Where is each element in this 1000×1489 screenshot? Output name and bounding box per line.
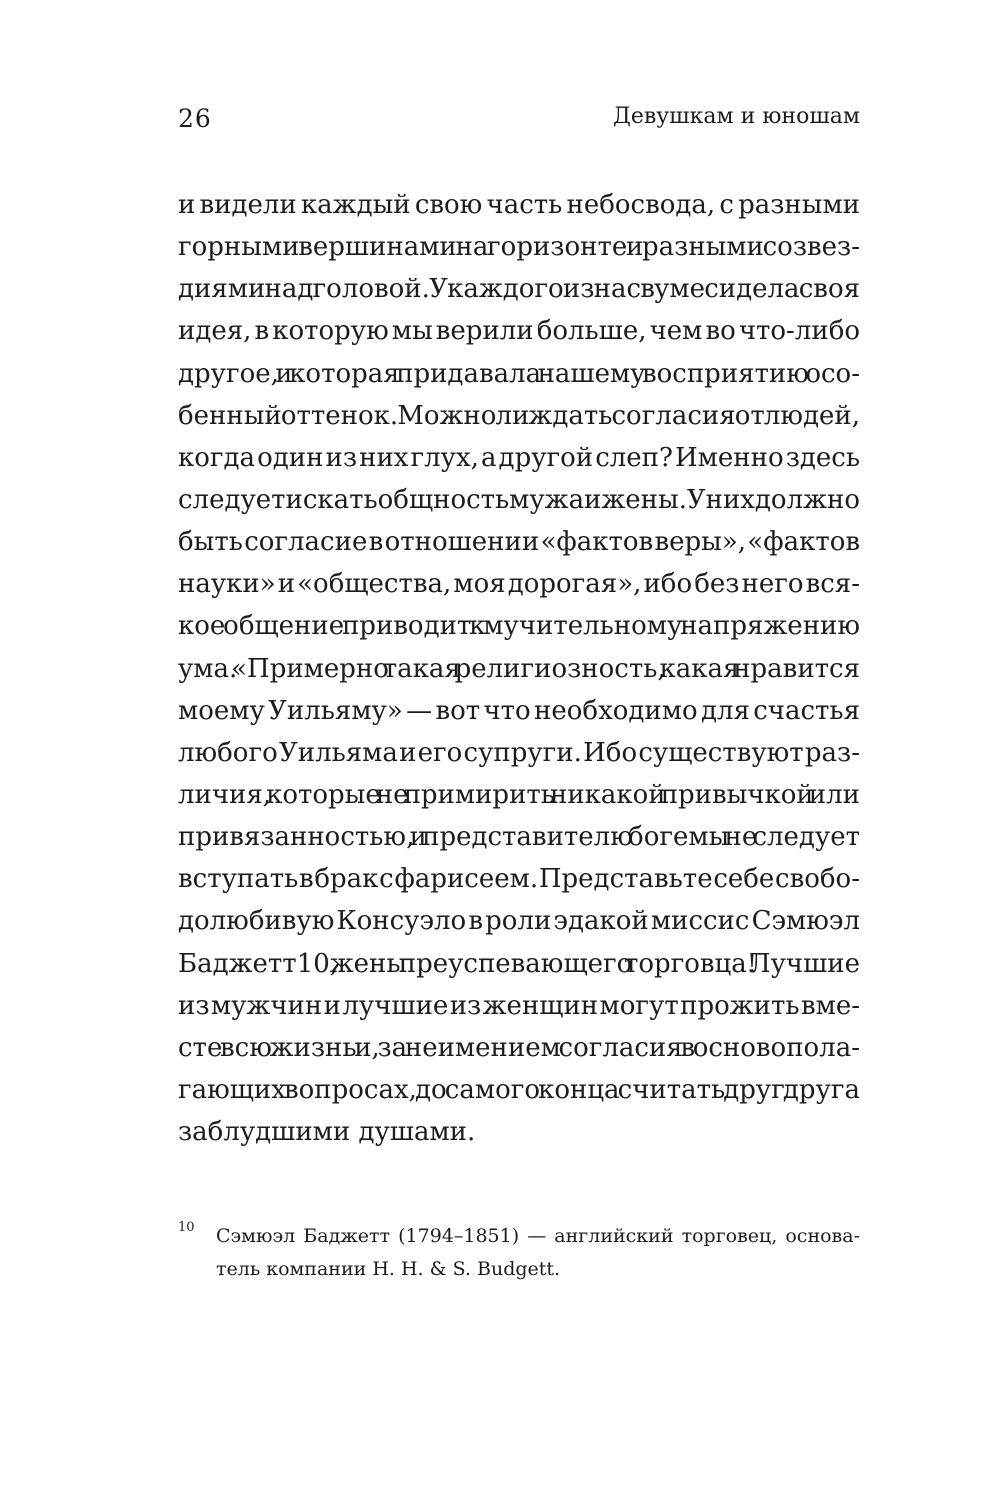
text-line: быть согласие в отношении «фактов веры», «фактов	[178, 527, 860, 558]
running-head	[178, 104, 860, 136]
text-line: долюбивую Консуэло в роли эдакой миссис Сэмюэл	[178, 906, 860, 937]
text-line: ума. «Примерно такая религиозность, какая нравится	[178, 653, 860, 684]
text-line: другое, и которая придавала нашему восприятию осо-	[178, 358, 860, 389]
footnote-marker: 10	[178, 1220, 195, 1235]
footnote-line: Сэмюэл Баджетт (1794–1851) — английский торговец, основа-	[216, 1225, 860, 1247]
text-line: вступать в брак с фарисеем. Представьте себе свобо-	[178, 864, 860, 895]
chapter-title: Девушкам и юношам	[612, 104, 860, 129]
text-line: следует искать общность мужа и жены. У них должно	[178, 484, 860, 515]
text-line: бенный оттенок. Можно ли ждать согласия от людей,	[178, 400, 860, 431]
body-text	[178, 184, 860, 1153]
text-line: горными вершинами на горизонте и разными созвез-	[178, 232, 860, 263]
text-line: кое общение приводит к мучительному напряжению	[178, 611, 860, 642]
text-line: когда один из них глух, а другой слеп? Именно здесь	[178, 442, 860, 473]
text-line: привязанностью, и представителю богемы не следует	[178, 822, 860, 853]
text-line: науки» и «общества, моя дорогая», ибо без него вся-	[178, 569, 860, 600]
text-line: сте всю жизнь и, за неимением согласия в основопола-	[178, 1032, 860, 1063]
text-line: диями над головой. У каждого из нас в уме сидела своя	[178, 274, 860, 305]
text-line: заблудшими душами.	[178, 1117, 476, 1148]
text-line: из мужчин и лучшие из женщин могут прожить вме-	[178, 990, 860, 1021]
text-line: Баджетт10, жены преуспевающего торговца! Лучшие	[178, 948, 860, 979]
text-line: и видели каждый свою часть небосвода, с разными	[178, 190, 860, 220]
text-line: моему Уильяму» — вот что необходимо для счастья	[178, 695, 860, 726]
footnote	[178, 1220, 860, 1286]
text-line: гающих вопросах, до самого конца считать друг друга	[178, 1074, 860, 1105]
text-line: личия, которые не примирить никакой привычкой или	[178, 779, 860, 810]
page-number: 26	[178, 104, 212, 133]
text-line: любого Уильяма и его супруги. Ибо существуют раз-	[178, 737, 860, 768]
footnote-line: тель компании H. H. & S. Budgett.	[216, 1258, 561, 1280]
text-line: идея, в которую мы верили больше, чем во что-либо	[178, 316, 860, 347]
